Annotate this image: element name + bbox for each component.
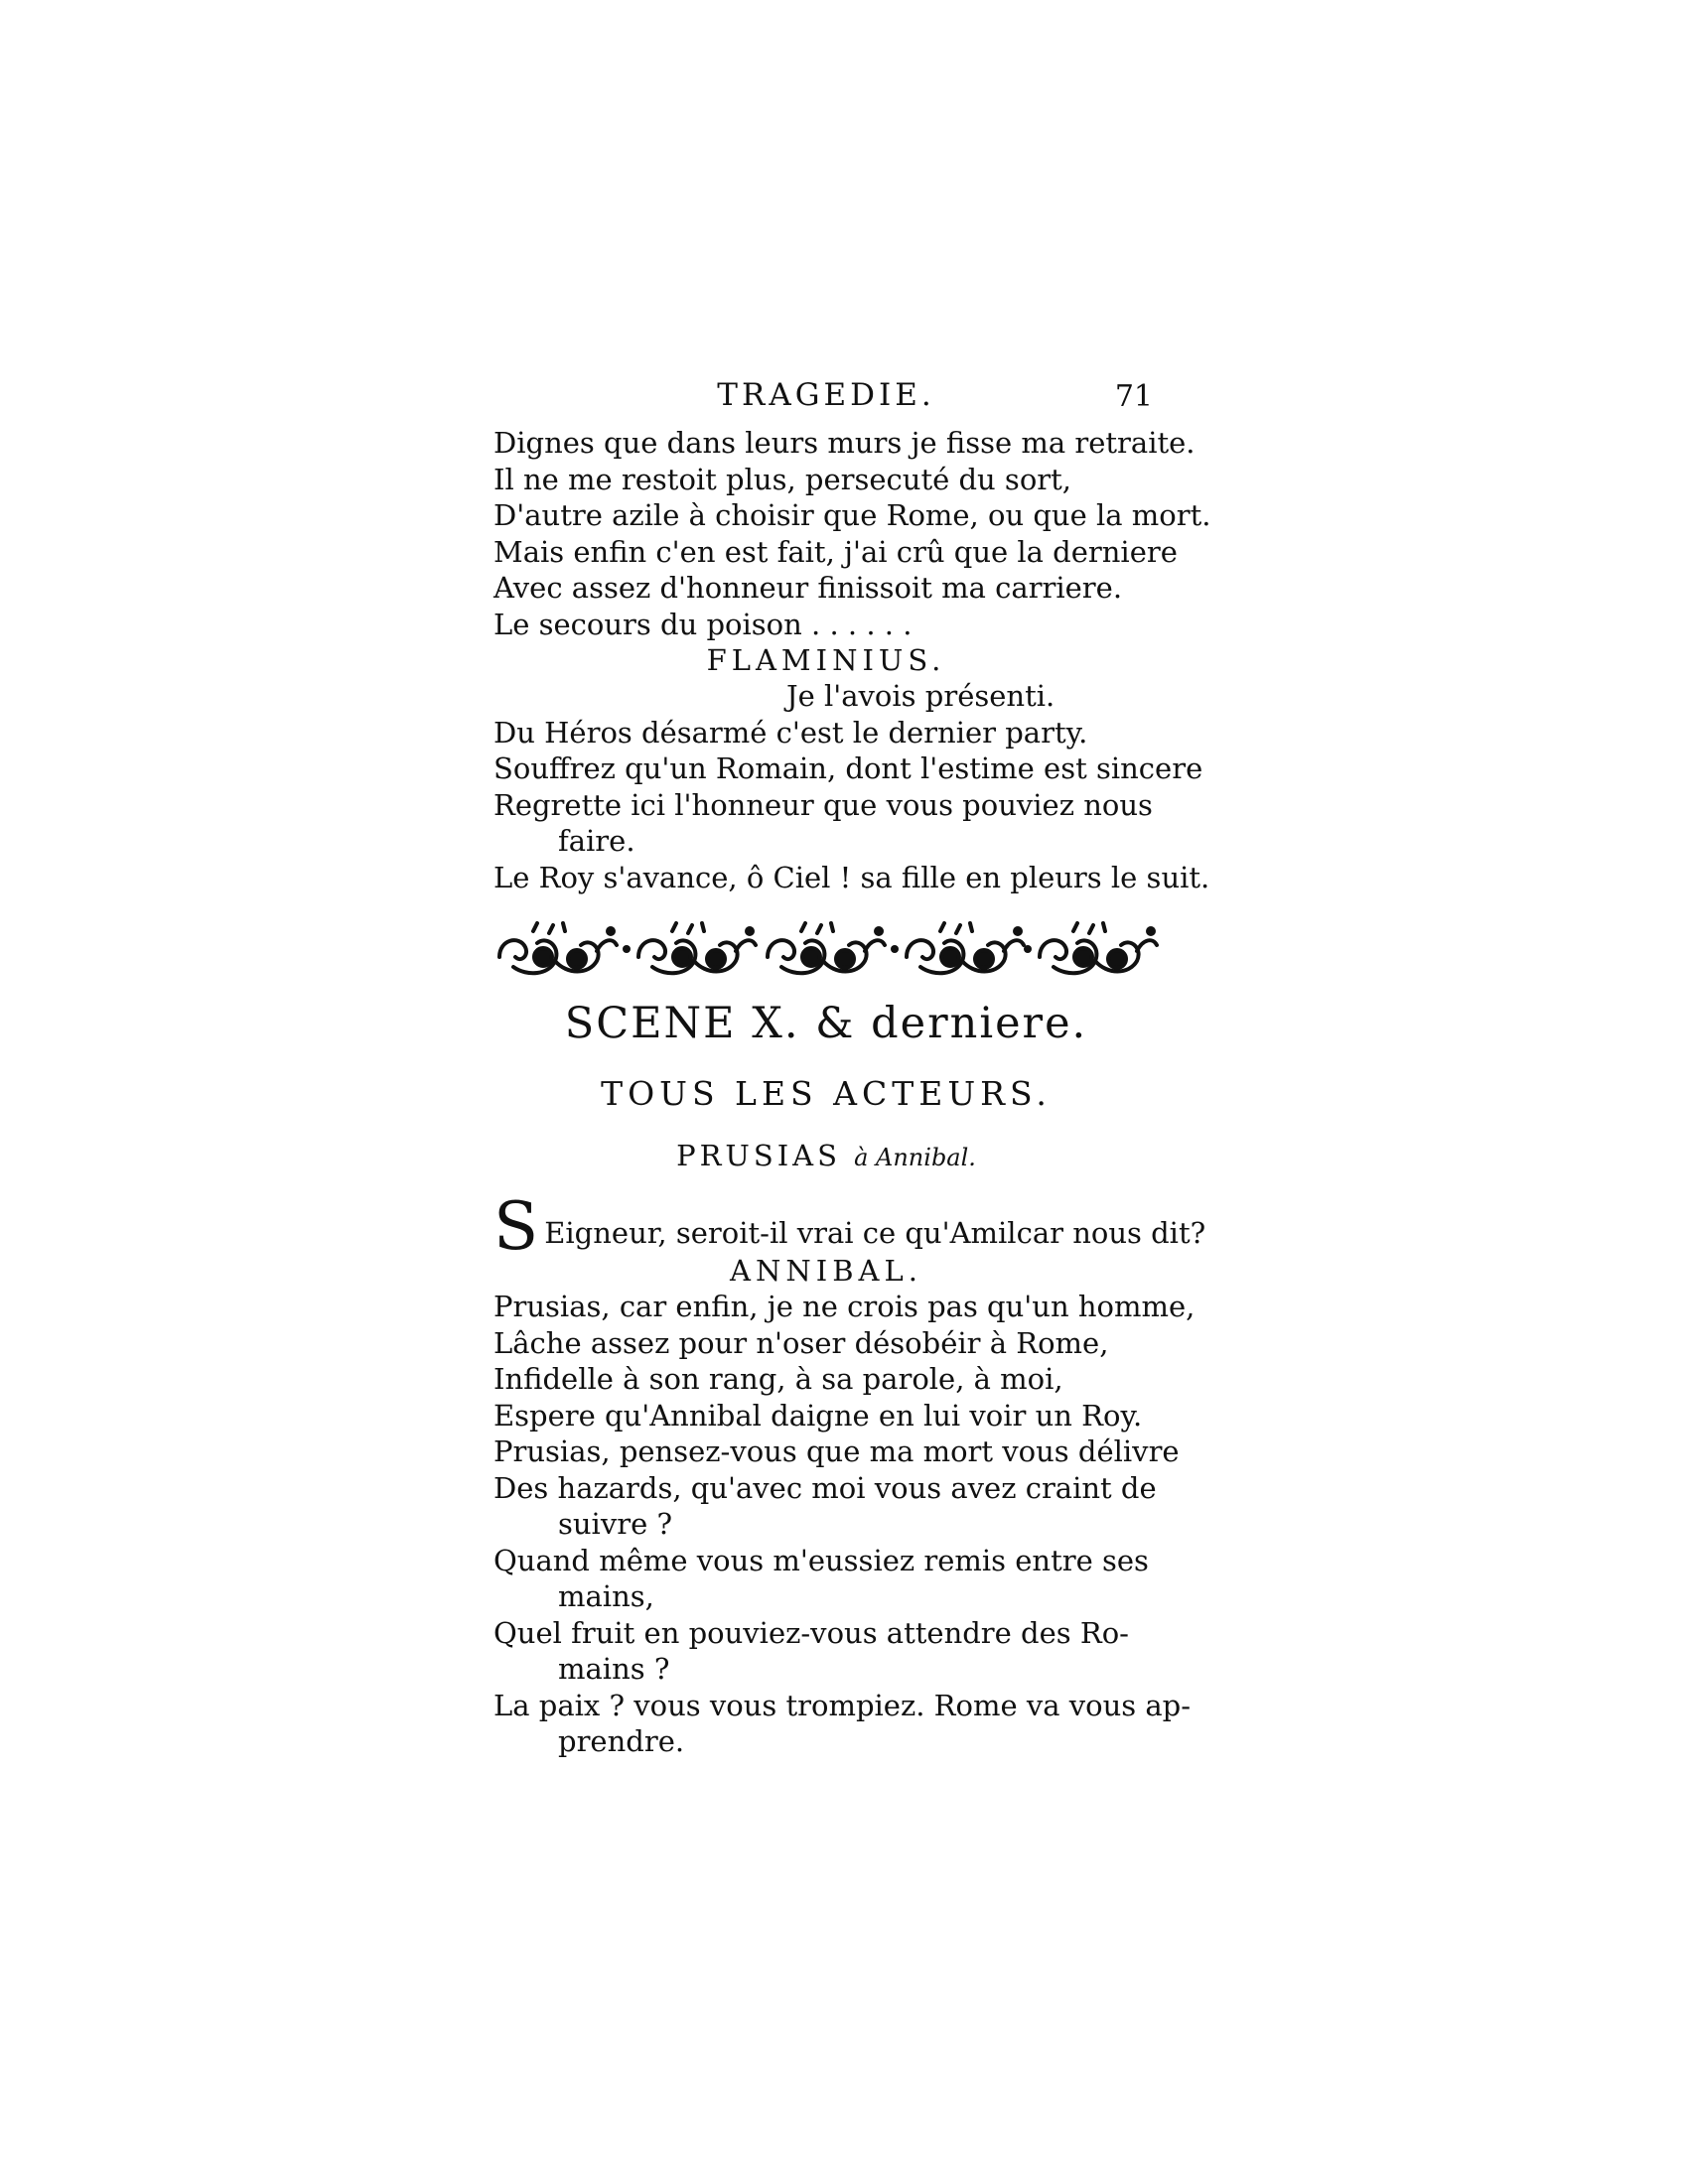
text-column [493, 377, 1211, 1760]
drop-cap: S [493, 1188, 539, 1265]
page-header [493, 377, 1159, 425]
running-title: TRAGEDIE. [717, 377, 935, 413]
verse-line-continuation: suivre ? [558, 1507, 673, 1541]
cast-list: TOUS LES ACTEURS. [601, 1074, 1052, 1113]
verse-block-1 [493, 425, 1211, 642]
verse-line: Quel fruit en pouviez-vous attendre des Ro- [493, 1615, 1129, 1650]
verse-line: Infidelle à son rang, à sa parole, à moi, [493, 1362, 1063, 1396]
verse-line: Mais enfin c'en est fait, j'ai crû que la derniere [493, 534, 1178, 569]
verse-line: Avec assez d'honneur finissoit ma carriere. [493, 571, 1123, 605]
verse-line: Des hazards, qu'avec moi vous avez craint de [493, 1470, 1157, 1505]
verse-line: Le secours du poison . . . . . . [493, 607, 913, 641]
verse-line: Le Roy s'avance, ô Ciel ! sa fille en pleurs le suit. [493, 860, 1210, 894]
verse-line-continuation: prendre. [558, 1724, 685, 1758]
verse-line: Dignes que dans leurs murs je fisse ma retraite. [493, 426, 1196, 460]
stage-direction: à Annibal. [854, 1144, 976, 1171]
verse-line: La paix ? vous vous trompiez. Rome va vous ap- [493, 1688, 1192, 1722]
speaker-annibal: ANNIBAL. [730, 1254, 922, 1288]
verse-line: Quand même vous m'eussiez remis entre ses [493, 1543, 1149, 1577]
verse-line: Regrette ici l'honneur que vous pouviez nous [493, 787, 1153, 822]
verse-block-2 [493, 715, 1210, 896]
verse-line: Souffrez qu'un Romain, dont l'estime est sincere [493, 751, 1203, 785]
verse-line: Lâche assez pour n'oser désobéir à Rome, [493, 1325, 1109, 1360]
speaker-prusias-heading [493, 1139, 1159, 1172]
verse-line: Du Héros désarmé c'est le dernier party. [493, 715, 1088, 750]
verse-line: Prusias, pensez-vous que ma mort vous délivre [493, 1434, 1180, 1468]
floral-ornament-icon [493, 917, 1159, 981]
opening-verse-line [493, 1188, 1206, 1265]
verse-block-3 [493, 1289, 1196, 1760]
ornament-band [493, 917, 1159, 981]
verse-line-continuation: mains, [558, 1579, 654, 1613]
verse-line: Espere qu'Annibal daigne en lui voir un Roy. [493, 1398, 1143, 1433]
verse-half-line: Je l'avois présenti. [786, 679, 1055, 713]
verse-line-continuation: mains ? [558, 1652, 670, 1686]
scene-title: SCENE X. & derniere. [564, 999, 1088, 1048]
verse-line-continuation: faire. [558, 824, 635, 858]
verse-line: Prusias, car enfin, je ne crois pas qu'un homme, [493, 1290, 1196, 1323]
speaker-flaminius: FLAMINIUS. [706, 643, 946, 677]
verse-line: Eigneur, seroit-il vrai ce qu'Amilcar nous dit? [544, 1216, 1206, 1250]
verse-line: D'autre azile à choisir que Rome, ou que la mort. [493, 498, 1211, 532]
verse-line: Il ne me restoit plus, persecuté du sort, [493, 462, 1072, 496]
speaker-prusias: PRUSIAS [676, 1139, 841, 1172]
page-number: 71 [1114, 379, 1153, 414]
